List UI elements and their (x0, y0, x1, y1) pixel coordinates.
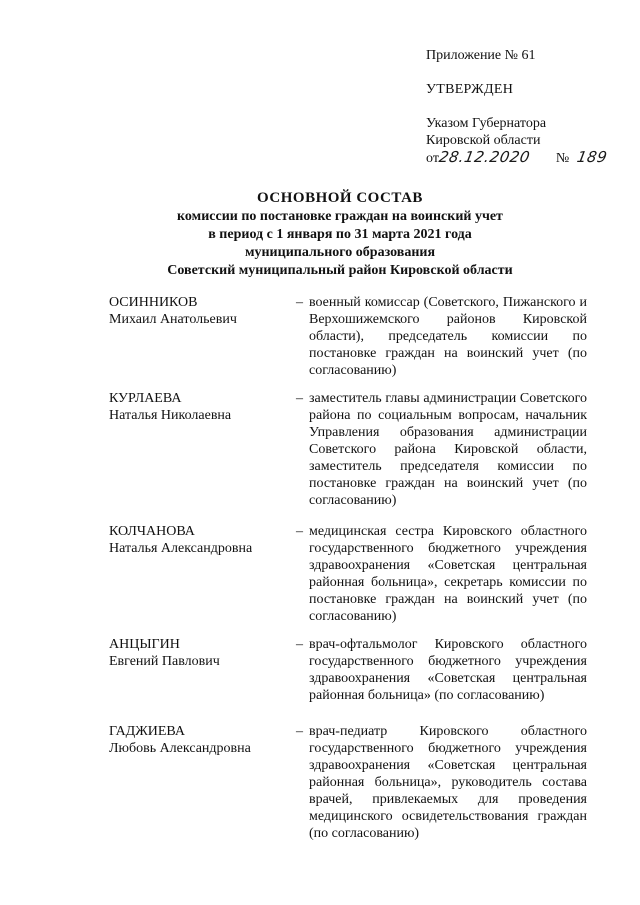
member-dash: – (296, 637, 303, 652)
member-name (109, 523, 284, 557)
decree-line-2: Кировской области (426, 133, 541, 148)
member-duty: медицинская сестра Кировского областного государственного бюджетного учреждения здравоохранения «Советская центральная районная больница», секретарь комиссии по постановке граждан на воинский учет (по согласованию) (309, 524, 587, 624)
member-surname: АНЦЫГИН (109, 637, 180, 652)
member-name (109, 390, 284, 424)
heading-line-1: комиссии по постановке граждан на воинский учет (177, 209, 503, 224)
member-given-names: Любовь Александровна (109, 741, 251, 756)
heading-line-3: муниципального образования (244, 245, 436, 260)
member-name (109, 636, 284, 670)
document-heading (60, 189, 620, 280)
heading-line-2: в период с 1 января по 31 марта 2021 года (208, 227, 472, 242)
member-duty: врач-офтальмолог Кировского областного государственного бюджетного учреждения здравоохранения «Советская центральная районная больница» (по согласованию) (309, 637, 587, 703)
member-entry (109, 294, 589, 390)
member-surname: ГАДЖИЕВА (109, 724, 186, 739)
member-dash: – (296, 391, 303, 406)
handwritten-date: 28.12.2020 (437, 148, 532, 166)
heading-line-4: Советский муниципальный район Кировской области (167, 263, 513, 278)
member-duty: военный комиссар (Советского, Пижанского и Верхошижемского районов Кировской области), председатель комиссии по постановке граждан на воинский учет (по согласованию) (309, 295, 587, 378)
member-dash: – (296, 724, 303, 739)
member-name (109, 723, 284, 757)
decree-line-1: Указом Губернатора (426, 116, 547, 131)
annex-number: Приложение № 61 (426, 48, 536, 63)
member-duty: врач-педиатр Кировского областного государственного бюджетного учреждения здравоохранения «Советская центральная районная больница», руководитель состава врачей, привлекаемых для проведения медицинского освидетельствования граждан (по согласованию) (309, 724, 587, 841)
member-surname: ОСИННИКОВ (109, 295, 198, 310)
member-given-names: Евгений Павлович (109, 654, 220, 669)
member-given-names: Наталья Николаевна (109, 408, 232, 423)
member-dash: – (296, 524, 303, 539)
member-surname: КУРЛАЕВА (109, 391, 182, 406)
member-given-names: Наталья Александровна (109, 541, 253, 556)
approval-block (426, 47, 626, 171)
heading-title: ОСНОВНОЙ СОСТАВ (257, 190, 423, 206)
decree-date-number (426, 149, 626, 171)
member-dash: – (296, 295, 303, 310)
member-entry (109, 723, 589, 863)
member-duty: заместитель главы администрации Советского района по социальным вопросам, начальник Управления образования администрации Советского района Кировской области, заместитель председателя комиссии по постановке граждан на воинский учет (по согласованию) (309, 391, 587, 508)
member-given-names: Михаил Анатольевич (109, 312, 237, 327)
members-list (109, 294, 589, 863)
member-entry (109, 636, 589, 723)
member-surname: КОЛЧАНОВА (109, 524, 195, 539)
member-name (109, 294, 284, 328)
approved-label: УТВЕРЖДЕН (426, 82, 514, 97)
member-entry (109, 390, 589, 523)
handwritten-number: 189 (575, 148, 610, 166)
member-entry (109, 523, 589, 636)
date-prefix: от (426, 151, 439, 166)
number-sign: № (555, 151, 570, 166)
